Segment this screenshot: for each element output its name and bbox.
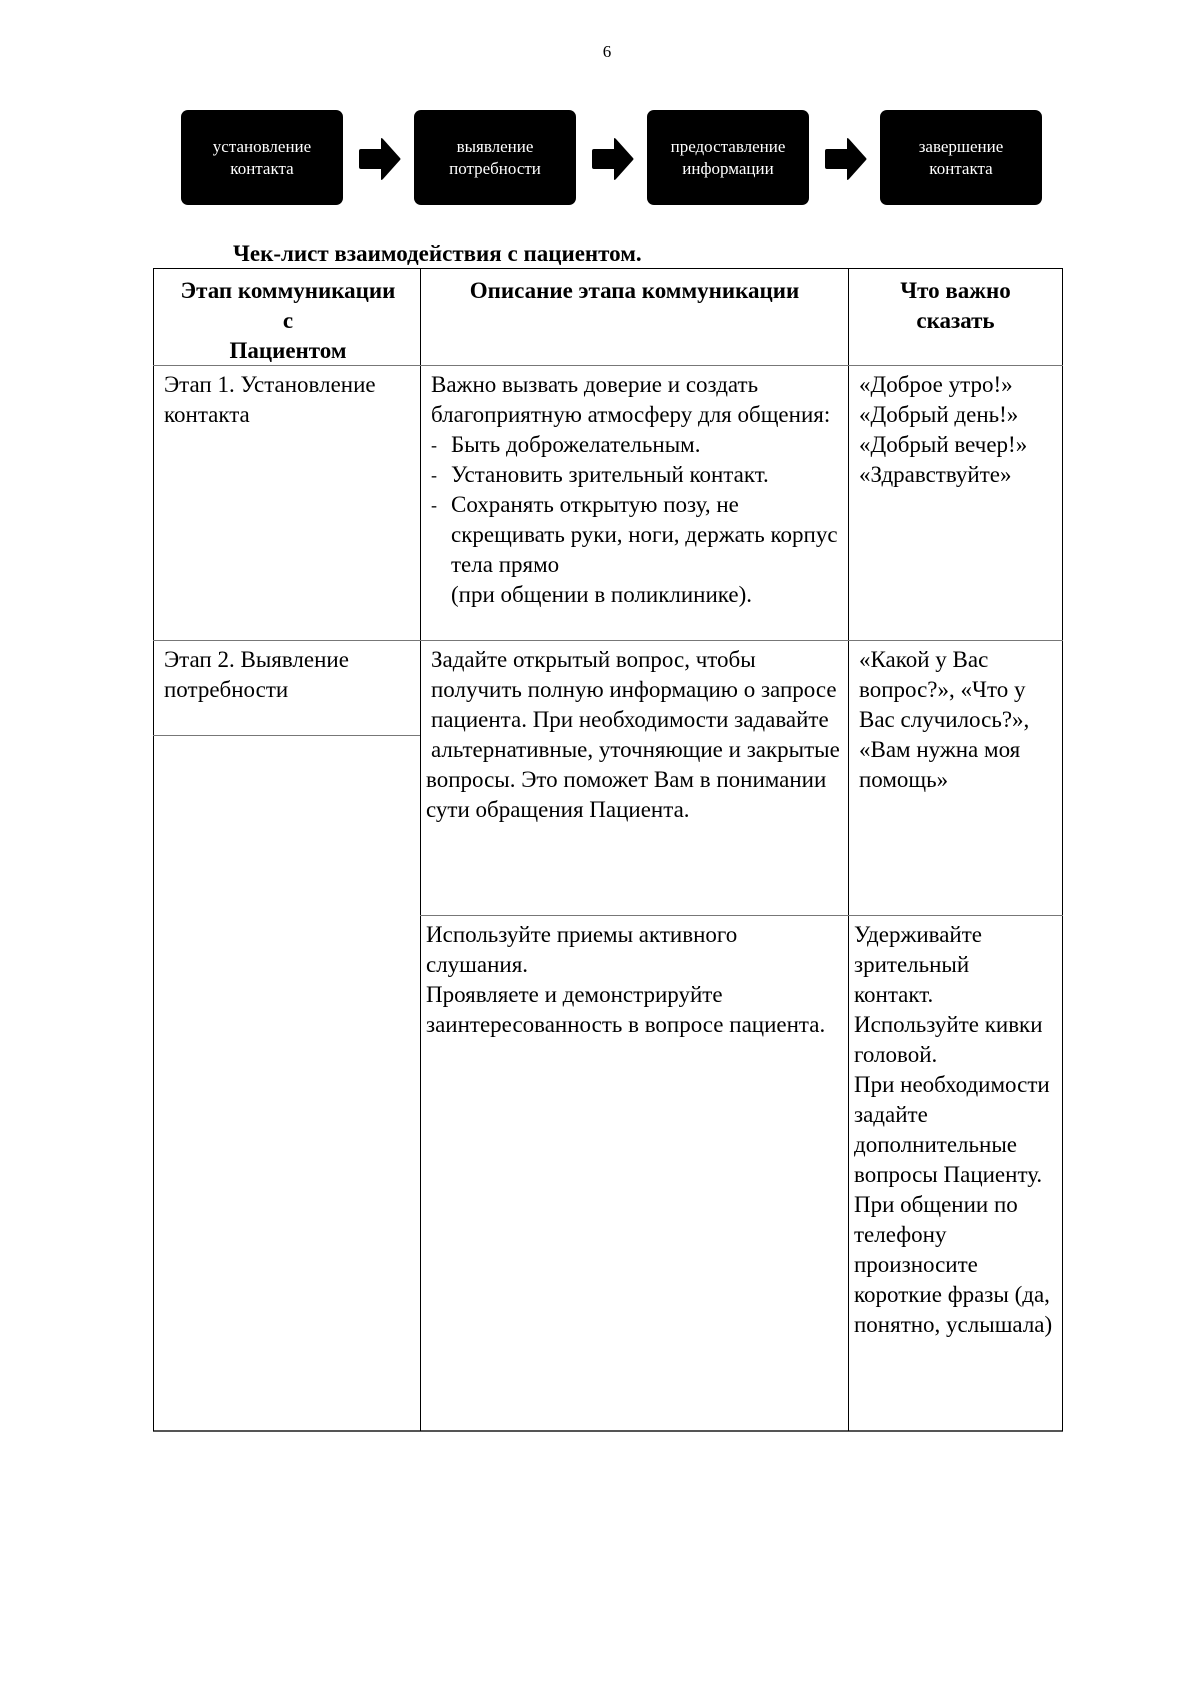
- phrase: Удерживайте зрительный контакт.: [854, 922, 983, 1007]
- bullet-item: - Быть доброжелательным.: [431, 430, 841, 460]
- flow-step-label: предоставление: [670, 136, 786, 156]
- dash-icon: -: [431, 435, 437, 455]
- header-stage: [157, 276, 419, 366]
- row1-stage: Этап 1. Установление контакта: [164, 372, 376, 427]
- phrase: При необходимости задайте дополнительные вопросы Пациенту.: [854, 1072, 1050, 1187]
- flow-step-contact: [181, 110, 343, 205]
- table-border: [1062, 268, 1063, 1431]
- row2-what-to-say: «Какой у Вас вопрос?», «Что у Вас случилось?», «Вам нужна моя помощь»: [859, 647, 1030, 792]
- row1-description: [431, 370, 841, 610]
- right-arrow-icon: [825, 137, 867, 181]
- page-number: 6: [602, 42, 612, 61]
- description-note: (при общении в поликлинике).: [451, 582, 753, 607]
- right-arrow-icon: [592, 137, 634, 181]
- flow-step-label: контакта: [230, 158, 294, 178]
- header-text: с: [282, 308, 294, 333]
- description-text: вопросы. Это поможет Вам в понимании сути обращения Пациента.: [426, 767, 827, 822]
- header-text: Этап коммуникации: [180, 278, 396, 303]
- column-divider: [848, 268, 849, 1431]
- table-border: [153, 268, 1063, 269]
- flow-step-label: информации: [682, 158, 774, 178]
- description-text: Проявляете и демонстрируйте заинтересованность в вопросе пациента.: [426, 982, 826, 1037]
- table-border: [153, 1430, 1063, 1432]
- flow-step-completion: [880, 110, 1042, 205]
- flow-step-information: [647, 110, 809, 205]
- header-text: сказать: [916, 308, 995, 333]
- description-text: Задайте открытый вопрос, чтобы получить полную информацию о запросе пациента. При необходимости задавайте альтернативные, уточняющие и закрытые: [431, 647, 840, 762]
- checklist-title: Чек-лист взаимодействия с пациентом.: [233, 241, 642, 266]
- table-border: [153, 268, 154, 1431]
- header-description: Описание этапа коммуникации: [469, 278, 800, 303]
- row1-what-to-say: [859, 370, 1059, 490]
- header-text: Что важно: [900, 278, 1011, 303]
- column-divider: [420, 268, 421, 1431]
- row3-description: [426, 920, 841, 1040]
- phrase: Используйте кивки головой.: [854, 1012, 1043, 1067]
- checklist-table: [153, 268, 1063, 1431]
- flow-step-label: потребности: [449, 158, 541, 178]
- row-divider: [153, 640, 1063, 641]
- description-text: Используйте приемы активного слушания.: [426, 922, 738, 977]
- flow-step-label: установление: [212, 136, 312, 156]
- phrase: «Добрый вечер!»: [859, 432, 1028, 457]
- phrase: «Доброе утро!»: [859, 372, 1013, 397]
- row-divider: [420, 915, 1063, 916]
- phrase: «Добрый день!»: [859, 402, 1019, 427]
- phrase: «Здравствуйте»: [859, 462, 1012, 487]
- row2-description: [426, 645, 841, 825]
- flow-step-label: завершение: [918, 136, 1004, 156]
- communication-flow-diagram: [181, 110, 1043, 206]
- row-divider: [153, 735, 420, 736]
- header-what-to-say: [849, 276, 1062, 336]
- dash-icon: -: [431, 465, 437, 485]
- bullet-item: - Установить зрительный контакт.: [431, 460, 841, 490]
- row3-what-to-say: [854, 920, 1054, 1340]
- row2-stage: Этап 2. Выявление потребности: [164, 647, 349, 702]
- flow-step-label: контакта: [929, 158, 993, 178]
- phrase: При общении по телефону произносите короткие фразы (да, понятно, услышала): [854, 1192, 1053, 1337]
- right-arrow-icon: [359, 137, 401, 181]
- dash-icon: -: [431, 495, 437, 515]
- description-intro: Важно вызвать доверие и создать благоприятную атмосферу для общения:: [431, 372, 831, 427]
- flow-step-needs: [414, 110, 576, 205]
- bullet-item: - Сохранять открытую позу, не скрещивать руки, ноги, держать корпус тела прямо: [431, 490, 841, 580]
- header-text: Пациентом: [229, 338, 347, 363]
- flow-step-label: выявление: [456, 136, 534, 156]
